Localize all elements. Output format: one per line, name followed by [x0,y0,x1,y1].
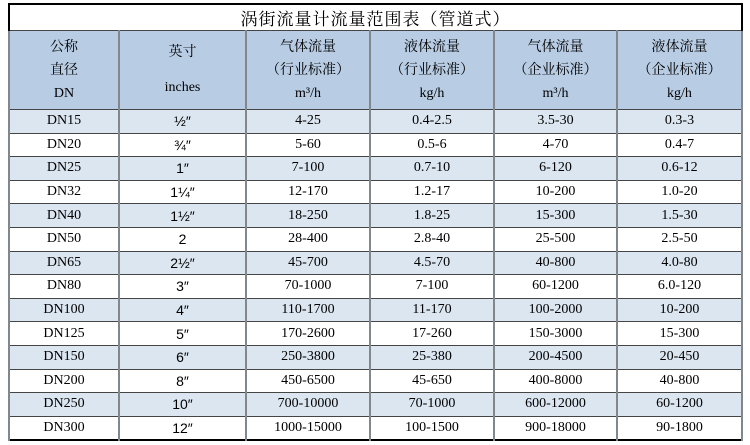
cell-liquid-industry: 0.4-2.5 [370,110,494,134]
cell-gas-industry: 4-25 [246,110,370,134]
table-row [9,393,742,417]
column-header-liquid-industry [370,31,494,110]
column-header-inches-lines [120,31,245,109]
column-header-dn [9,31,119,110]
table-row [9,298,742,322]
header-line: 液体流量 [404,39,460,55]
cell-gas-industry: 1000-15000 [246,416,370,440]
cell-liquid-industry: 70-1000 [370,393,494,417]
table-row [9,204,742,228]
column-header-gas-enterprise-lines [495,31,616,109]
cell-gas-industry: 7-100 [246,157,370,181]
column-header-gas-industry-lines [247,31,369,109]
cell-liquid-enterprise: 6.0-120 [617,275,742,299]
cell-inches: 10″ [119,393,246,417]
cell-gas-enterprise: 40-800 [494,251,617,275]
header-row [9,31,742,110]
cell-dn: DN25 [9,157,119,181]
column-header-liquid-enterprise [617,31,742,110]
cell-gas-industry: 28-400 [246,227,370,251]
header-line: m³/h [542,85,569,101]
cell-gas-industry: 12-170 [246,180,370,204]
table-row [9,345,742,369]
cell-liquid-enterprise: 2.5-50 [617,227,742,251]
cell-gas-enterprise: 600-12000 [494,393,617,417]
header-line: kg/h [667,85,692,101]
title-row [9,4,742,31]
header-line: 气体流量 [527,39,584,55]
cell-inches: 2½″ [119,251,246,275]
header-line: 液体流量 [651,39,708,55]
cell-liquid-industry: 7-100 [370,275,494,299]
cell-dn: DN250 [9,393,119,417]
cell-gas-enterprise: 900-18000 [494,416,617,440]
cell-gas-industry: 110-1700 [246,298,370,322]
column-header-inches [119,31,246,110]
cell-liquid-industry: 0.5-6 [370,133,494,157]
cell-dn: DN15 [9,110,119,134]
cell-liquid-industry: 11-170 [370,298,494,322]
cell-gas-industry: 5-60 [246,133,370,157]
cell-gas-enterprise: 3.5-30 [494,110,617,134]
column-header-gas-enterprise [494,31,617,110]
header-line: inches [164,80,201,95]
cell-inches: ½″ [119,110,246,134]
cell-inches: ¾″ [119,133,246,157]
cell-dn: DN150 [9,345,119,369]
cell-inches: 1¼″ [119,180,246,204]
cell-dn: DN50 [9,227,119,251]
table-row [9,322,742,346]
column-header-gas-industry [246,31,370,110]
cell-dn: DN200 [9,369,119,393]
table-row [9,227,742,251]
cell-liquid-industry: 45-650 [370,369,494,393]
cell-liquid-industry: 0.7-10 [370,157,494,181]
cell-gas-enterprise: 25-500 [494,227,617,251]
cell-liquid-industry: 1.8-25 [370,204,494,228]
cell-liquid-industry: 4.5-70 [370,251,494,275]
column-header-liquid-enterprise-lines [618,31,741,109]
column-header-dn-lines [10,31,118,109]
cell-liquid-enterprise: 0.6-12 [617,157,742,181]
cell-liquid-industry: 2.8-40 [370,227,494,251]
cell-gas-industry: 450-6500 [246,369,370,393]
cell-dn: DN80 [9,275,119,299]
table-title: 涡街流量计流量范围表（管道式） [9,4,742,31]
cell-gas-industry: 45-700 [246,251,370,275]
cell-inches: 3″ [119,275,246,299]
header-line: DN [53,85,75,101]
cell-liquid-enterprise: 10-200 [617,298,742,322]
table-row [9,416,742,440]
cell-liquid-enterprise: 90-1800 [617,416,742,440]
header-line: 公称 [50,39,78,55]
cell-liquid-industry: 1.2-17 [370,180,494,204]
header-line: 直径 [50,62,78,78]
cell-gas-enterprise: 10-200 [494,180,617,204]
cell-liquid-enterprise: 60-1200 [617,393,742,417]
cell-gas-enterprise: 15-300 [494,204,617,228]
header-line: （企业标准） [637,62,722,78]
cell-dn: DN40 [9,204,119,228]
cell-liquid-enterprise: 1.5-30 [617,204,742,228]
cell-liquid-industry: 100-1500 [370,416,494,440]
cell-inches: 1½″ [119,204,246,228]
table-row [9,110,742,134]
header-line: （企业标准） [513,62,598,78]
cell-inches: 4″ [119,298,246,322]
cell-gas-industry: 170-2600 [246,322,370,346]
header-line: 气体流量 [280,39,336,55]
header-line: m³/h [295,85,321,101]
cell-dn: DN100 [9,298,119,322]
cell-inches: 12″ [119,416,246,440]
cell-liquid-enterprise: 20-450 [617,345,742,369]
cell-gas-enterprise: 200-4500 [494,345,617,369]
cell-liquid-enterprise: 1.0-20 [617,180,742,204]
cell-gas-enterprise: 60-1200 [494,275,617,299]
header-line: （行业标准） [266,62,350,78]
cell-gas-industry: 250-3800 [246,345,370,369]
cell-liquid-industry: 17-260 [370,322,494,346]
header-line: kg/h [419,85,445,101]
cell-liquid-enterprise: 0.3-3 [617,110,742,134]
cell-dn: DN300 [9,416,119,440]
cell-inches: 5″ [119,322,246,346]
cell-liquid-enterprise: 15-300 [617,322,742,346]
cell-gas-enterprise: 150-3000 [494,322,617,346]
cell-inches: 6″ [119,345,246,369]
table-row [9,251,742,275]
table-row [9,275,742,299]
cell-gas-enterprise: 100-2000 [494,298,617,322]
cell-inches: 2 [119,227,246,251]
header-line: 英寸 [168,45,197,60]
cell-liquid-enterprise: 40-800 [617,369,742,393]
cell-liquid-enterprise: 4.0-80 [617,251,742,275]
cell-gas-industry: 70-1000 [246,275,370,299]
cell-dn: DN32 [9,180,119,204]
cell-gas-industry: 18-250 [246,204,370,228]
cell-dn: DN125 [9,322,119,346]
table-row [9,157,742,181]
cell-inches: 1″ [119,157,246,181]
cell-gas-enterprise: 6-120 [494,157,617,181]
cell-gas-industry: 700-10000 [246,393,370,417]
cell-inches: 8″ [119,369,246,393]
cell-gas-enterprise: 400-8000 [494,369,617,393]
header-line: （行业标准） [390,62,474,78]
table-row [9,369,742,393]
column-header-liquid-industry-lines [371,31,493,109]
cell-dn: DN65 [9,251,119,275]
table-row [9,133,742,157]
cell-gas-enterprise: 4-70 [494,133,617,157]
cell-dn: DN20 [9,133,119,157]
cell-liquid-industry: 25-380 [370,345,494,369]
cell-liquid-enterprise: 0.4-7 [617,133,742,157]
table-body [9,4,742,440]
table-row [9,180,742,204]
flow-range-table [8,3,743,441]
